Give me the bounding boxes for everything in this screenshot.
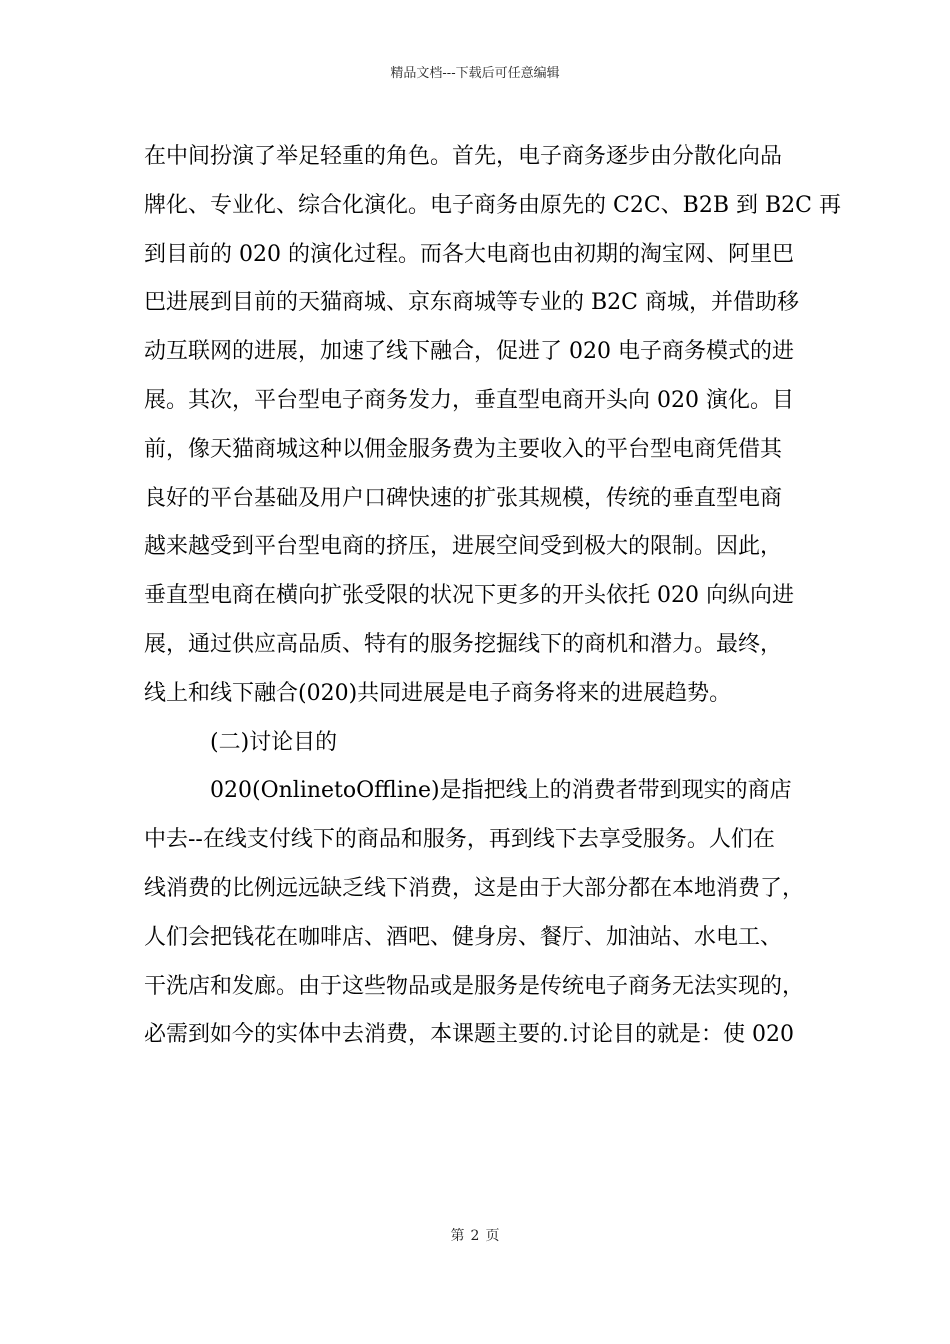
body-text <box>144 133 841 1060</box>
page-footer <box>0 1226 950 1246</box>
paragraph-line: 垂直型电商在横向扩张受限的状况下更多的开头依托 020 向纵向进 <box>144 583 794 609</box>
paragraph-line: 在中间扮演了举足轻重的角色。首先，电子商务逐步由分散化向品 <box>144 144 783 169</box>
paragraph-line: 必需到如今的实体中去消费，本课题主要的.讨论目的就是：使 020 <box>144 1022 794 1048</box>
page-number-suffix: 页 <box>485 1228 500 1244</box>
paragraph-line: 巴进展到目前的天猫商城、京东商城等专业的 B2C 商城，并借助移 <box>144 290 799 316</box>
paragraph-line: 线消费的比例远远缺乏线下消费，这是由于大部分都在本地消费了， <box>144 875 805 901</box>
paragraph-line: 动互联网的进展，加速了线下融合，促进了 020 电子商务模式的进 <box>144 339 794 365</box>
paragraph-line: 良好的平台基础及用户口碑快速的扩张其规模，传统的垂直型电商 <box>144 485 783 511</box>
page-number-prefix: 第 <box>450 1228 465 1244</box>
page-header: 精品文档---下载后可任意编辑 <box>390 66 560 81</box>
paragraph-line: 人们会把钱花在咖啡店、酒吧、健身房、餐厅、加油站、水电工、 <box>144 924 783 950</box>
paragraph-line: 展。其次，平台型电子商务发力，垂直型电商开头向 020 演化。目 <box>144 387 794 413</box>
paragraph-line: 到目前的 020 的演化过程。而各大电商也由初期的淘宝网、阿里巴 <box>144 241 794 267</box>
paragraph-line: 干洗店和发廊。由于这些物品或是服务是传统电子商务无法实现的， <box>144 973 805 999</box>
paragraph-line: 线上和线下融合(020)共同进展是电子商务将来的进展趋势。 <box>144 680 732 706</box>
paragraph-line: 展，通过供应高品质、特有的服务挖掘线下的商机和潜力。最终， <box>144 631 783 657</box>
paragraph-line: 020(OnlinetoOffline)是指把线上的消费者带到现实的商店 <box>210 778 792 804</box>
paragraph-line: 越来越受到平台型电商的挤压，进展空间受到极大的限制。因此， <box>144 534 783 560</box>
paragraph-line: 中去--在线支付线下的商品和服务，再到线下去享受服务。人们在 <box>144 827 775 853</box>
section-heading: (二)讨论目的 <box>210 729 338 755</box>
paragraph-line: 前，像天猫商城这种以佣金服务费为主要收入的平台型电商凭借其 <box>144 436 783 462</box>
page-number: 2 <box>470 1228 480 1244</box>
paragraph-line: 牌化、专业化、综合化演化。电子商务由原先的 C2C、B2B 到 B2C 再 <box>144 192 841 218</box>
